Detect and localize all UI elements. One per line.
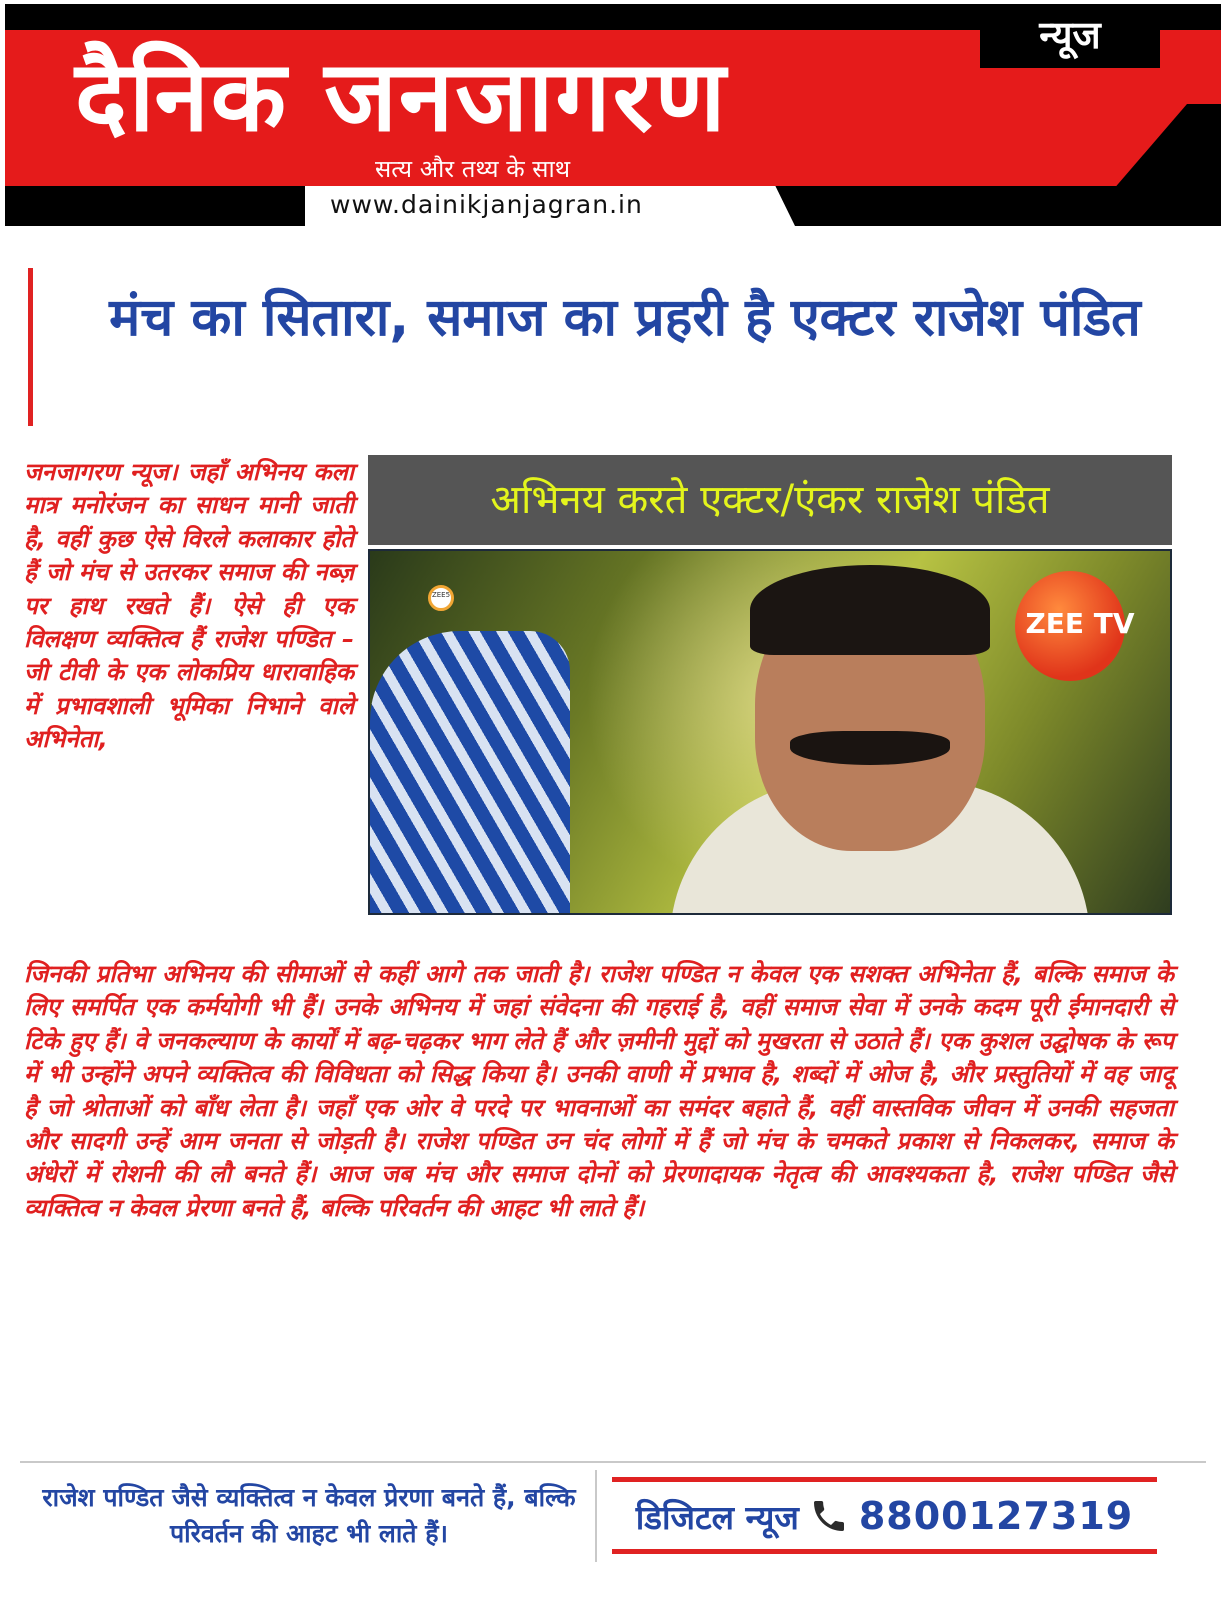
- footer-quote: राजेश पण्डित जैसे व्यक्तित्व न केवल प्रेरणा बनते हैं, बल्कि परिवर्तन की आहट भी लाते हैं।: [42, 1483, 576, 1548]
- masthead-news-label: न्यूज: [1039, 13, 1101, 57]
- photo-caption: अभिनय करते एक्टर/एंकर राजेश पंडित: [368, 455, 1172, 545]
- contact-phone-number[interactable]: 8800127319: [858, 1494, 1134, 1538]
- footer-divider: [595, 1470, 597, 1562]
- contact-box: [612, 1488, 1157, 1544]
- photo-foreground-person: [370, 631, 570, 915]
- article-intro-paragraph: जनजागरण न्यूज। जहाँ अभिनय कला मात्र मनोरंजन का साधन मानी जाती है, वहीं कुछ ऐसे विरले कलाकार होते हैं जो मंच से उतरकर समाज की नब्ज़ पर हाथ रखते हैं। ऐसे ही एक विलक्षण व्यक्तित्व हैं राजेश पण्डित – जी टीवी के एक लोकप्रिय धारावाहिक में प्रभावशाली भूमिका निभाने वाले अभिनेता,: [24, 458, 354, 754]
- footer-top-rule: [20, 1461, 1206, 1463]
- zee-tv-logo-text: ZEE TV: [1025, 607, 1135, 640]
- article-headline: मंच का सितारा, समाज का प्रहरी है एक्टर राजेश पंडित: [109, 288, 1141, 348]
- newspaper-logo-title: दैनिक जनजागरण: [75, 40, 728, 154]
- contact-box-top-border: [612, 1477, 1157, 1482]
- website-url[interactable]: www.dainikjanjagran.in: [330, 190, 643, 219]
- photo-actor-hair: [750, 565, 990, 655]
- digital-news-label: डिजिटल न्यूज: [635, 1497, 799, 1537]
- headline-accent-bar: [28, 268, 33, 426]
- article-photo: [368, 549, 1172, 915]
- masthead: [5, 4, 1221, 226]
- article-main-paragraph: जिनकी प्रतिभा अभिनय की सीमाओं से कहीं आगे तक जाती है। राजेश पण्डित न केवल एक सशक्त अभिनेता हैं, बल्कि समाज के लिए समर्पित एक कर्मयोगी भी हैं। उनके अभिनय में जहां संवेदना की गहराई है, वहीं समाज सेवा में उनके कदम पूरी ईमानदारी से टिके हुए हैं। वे जनकल्याण के कार्यों में बढ़-चढ़कर भाग लेते हैं और ज़मीनी मुद्दों को मुखरता से उठाते हैं। एक कुशल उद्घोषक के रूप में भी उन्होंने अपने व्यक्तित्व की विविधता को सिद्ध किया है। उनकी वाणी में प्रभाव है, शब्दों में ओज है, और प्रस्तुतियों में वह जादू है जो श्रोताओं को बाँध लेता है। जहाँ एक ओर वे परदे पर भावनाओं का समंदर बहाते हैं, वहीं वास्तविक जीवन में उनकी सहजता और सादगी उन्हें आम जनता से जोड़ती है। राजेश पण्डित उन चंद लोगों में हैं जो मंच के चमकते प्रकाश से निकलकर, समाज के अंधेरों में रोशनी की लौ बनते हैं। आज जब मंच और समाज दोनों को प्रेरणादायक नेतृत्व की आवश्यकता है, राजेश पण्डित जैसे व्यक्तित्व न केवल प्रेरणा बनते हैं, बल्कि परिवर्तन की आहट भी लाते हैं।: [24, 960, 1174, 1222]
- contact-box-bottom-border: [612, 1549, 1157, 1554]
- masthead-tagline: सत्य और तथ्य के साथ: [375, 155, 571, 183]
- photo-actor-mustache: [790, 731, 950, 765]
- phone-icon: [809, 1496, 849, 1536]
- zee5-watermark-text: ZEE5: [431, 591, 451, 599]
